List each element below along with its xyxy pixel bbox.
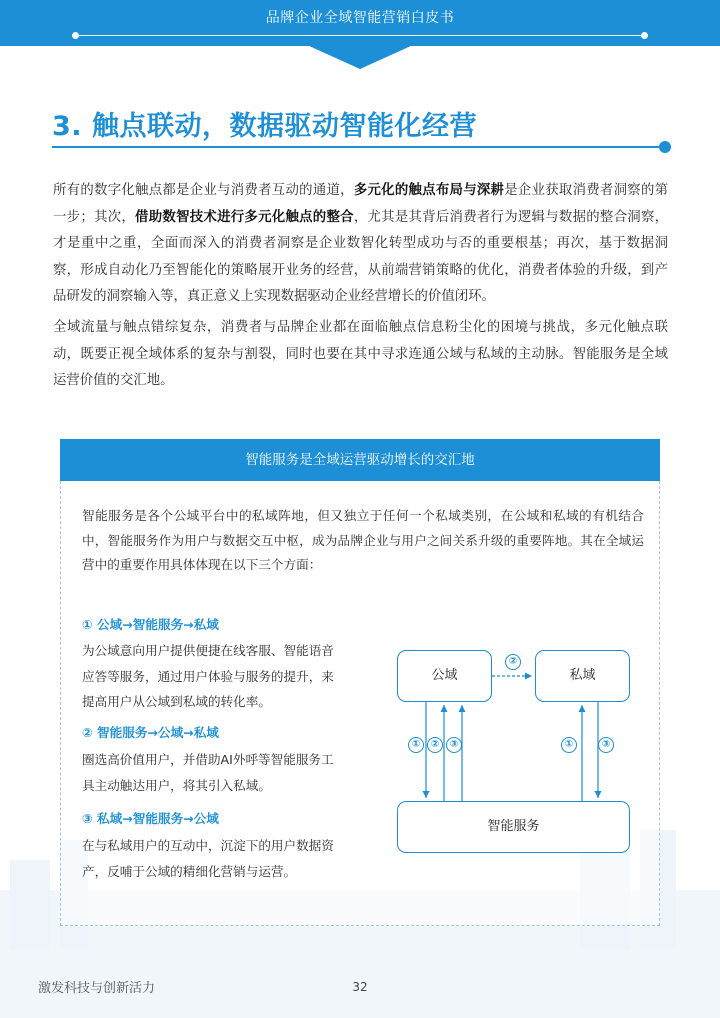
p1-bold-2: 借助数智技术进行多元化触点的整合 (135, 209, 354, 225)
p1-text-1: 所有的数字化触点都是企业与消费者互动的通道， (53, 183, 354, 198)
node-private-domain: 私域 (535, 650, 630, 702)
marker-3-left: ③ (446, 737, 462, 753)
p1-bold-1: 多元化的触点布局与深耕 (353, 183, 505, 198)
header-rule (76, 35, 642, 36)
section-title: 3. 触点联动，数据驱动智能化经营 (52, 111, 477, 142)
flow-1-desc: 为公域意向用户提供便捷在线客服、智能语音应答等服务，通过用户体验与服务的提升，来提高用户从公域到私域的转化率。 (82, 643, 334, 709)
section-dot (659, 141, 671, 153)
marker-3-right: ③ (598, 737, 614, 753)
p1-text-2: 是企业获取消费者洞察的第一步；其次， (53, 183, 669, 225)
header-dot-right (641, 32, 648, 39)
box-intro: 智能服务是各个公域平台中的私域阵地，但又独立于任何一个私域类别，在公域和私域的有机结合中，智能服务作为用户与数据交互中枢，成为品牌企业与用户之间关系升级的重要阵地。其在全域运营中的重要作用具体体现在以下三个方面： (82, 508, 644, 572)
flow-1-title: ① 公域→智能服务→私域 (82, 617, 219, 632)
page-number: 32 (352, 980, 368, 994)
header-notch (307, 45, 413, 69)
marker-2-left: ② (427, 737, 443, 753)
flow-2-title: ② 智能服务→公域→私域 (82, 725, 219, 740)
section-rule (52, 146, 664, 148)
flow-2-desc: 圈选高价值用户，并借助AI外呼等智能服务工具主动触达用户，将其引入私域。 (82, 752, 334, 793)
paragraph-1 (53, 178, 668, 311)
flow-3-title: ③ 私域→智能服务→公域 (82, 811, 219, 826)
header-title: 品牌企业全域智能营销白皮书 (265, 10, 455, 26)
paragraph-2: 全域流量与触点错综复杂，消费者与品牌企业都在面临触点信息粉尘化的困境与挑战，多元化触点联动，既要正视全域体系的复杂与割裂，同时也要在其中寻求连通公域与私域的主动脉。智能服务是全域运营价值的交汇地。 (53, 320, 668, 389)
p1-text-3: ，尤其是其背后消费者行为逻辑与数据的整合洞察，才是重中之重，全面而深入的消费者洞察是企业数智化转型成功与否的重要根基；再次，基于数据洞察，形成自动化乃至智能化的策略展开业务的经营，从前端营销策略的优化，消费者体验的升级，到产品研发的洞察输入等，真正意义上实现数据驱动企业经营增长的价值闭环。 (53, 209, 669, 305)
marker-2-top: ② (505, 654, 521, 670)
node-public-domain: 公域 (397, 650, 492, 702)
box-title: 智能服务是全域运营驱动增长的交汇地 (60, 439, 660, 481)
header-dot-left (72, 32, 79, 39)
node-smart-service: 智能服务 (397, 801, 630, 853)
marker-1-left: ① (408, 737, 424, 753)
skyline-building (10, 860, 50, 950)
flow-3-desc: 在与私域用户的互动中，沉淀下的用户数据资产，反哺于公域的精细化营销与运营。 (82, 838, 334, 879)
footer-slogan: 激发科技与创新活力 (38, 981, 156, 996)
marker-1-right: ① (561, 737, 577, 753)
